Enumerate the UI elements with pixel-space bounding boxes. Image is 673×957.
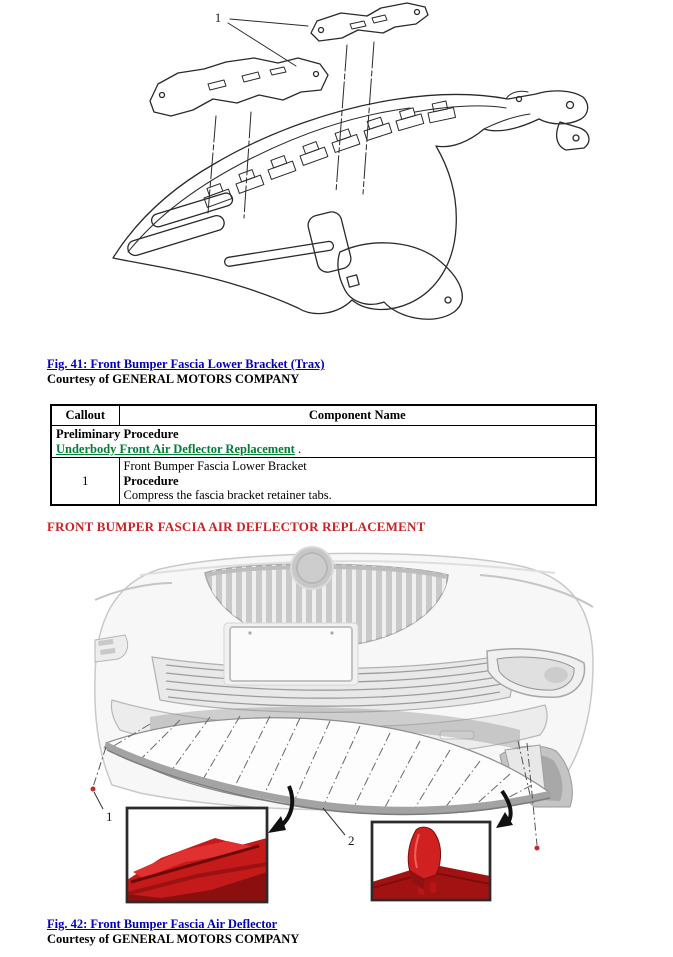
- row1-component-name: Front Bumper Fascia Lower Bracket: [123, 459, 307, 474]
- preliminary-suffix: .: [294, 441, 302, 456]
- table-header-component: Component Name: [119, 405, 596, 426]
- callout-1-dot: [91, 787, 96, 792]
- inset-detail-2: [372, 822, 490, 900]
- row1-instruction: Compress the fascia bracket retainer tabs.: [123, 488, 332, 503]
- parts-table: [50, 404, 597, 506]
- fig42-caption-block: [47, 917, 299, 947]
- fig41-caption-link[interactable]: Fig. 41: Front Bumper Fascia Lower Bracket (Trax): [47, 357, 325, 371]
- fig42-callout-2-label: 2: [348, 833, 355, 848]
- underbody-deflector-link[interactable]: Underbody Front Air Deflector Replacement: [56, 441, 295, 456]
- callout-right-dot: [535, 846, 540, 851]
- preliminary-procedure-title: Preliminary Procedure: [56, 427, 179, 441]
- fig41-courtesy: Courtesy of GENERAL MOTORS COMPANY: [47, 372, 300, 386]
- table-header-callout: Callout: [51, 405, 119, 426]
- fig41-bracket-illustration: [0, 0, 673, 352]
- fig42-caption-link[interactable]: Fig. 42: Front Bumper Fascia Air Deflector: [47, 917, 278, 931]
- inset-detail-1: [127, 808, 267, 902]
- fig42-deflector-illustration: [0, 545, 673, 915]
- row1-procedure-label: Procedure: [123, 473, 179, 488]
- row1-component-cell: [119, 458, 596, 505]
- fig42-courtesy: Courtesy of GENERAL MOTORS COMPANY: [47, 932, 300, 946]
- section-heading: FRONT BUMPER FASCIA AIR DEFLECTOR REPLACEMENT: [47, 519, 426, 534]
- fig41-callout-1-label: 1: [214, 10, 222, 25]
- license-plate: [224, 623, 358, 685]
- fig41-caption-block: [47, 357, 325, 387]
- fig42-callout-1-label: 1: [106, 809, 113, 824]
- preliminary-procedure-cell: [51, 426, 596, 458]
- row1-callout: 1: [51, 458, 119, 505]
